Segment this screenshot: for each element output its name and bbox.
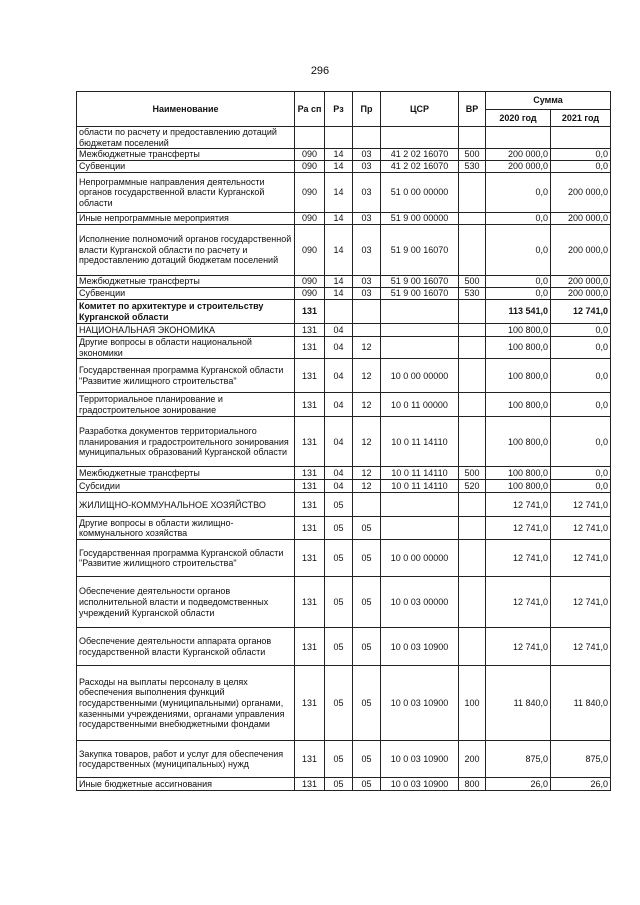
row-rasp: 131 (295, 337, 325, 359)
header-sum: Сумма (486, 92, 611, 110)
row-rasp: 131 (295, 540, 325, 577)
row-rz: 05 (325, 493, 353, 517)
row-sum-2020: 0,0 (486, 225, 551, 276)
row-name: Межбюджетные трансферты (77, 467, 295, 480)
table-row (77, 493, 611, 517)
row-name: Обеспечение деятельности аппарата органов государственной власти Курганской области (77, 628, 295, 666)
row-rasp: 090 (295, 173, 325, 213)
row-sum-2020: 0,0 (486, 213, 551, 225)
row-vr: 530 (459, 288, 486, 300)
row-pr: 03 (353, 276, 381, 288)
row-name: Субсидии (77, 480, 295, 493)
row-name: Расходы на выплаты персоналу в целях обеспечения выполнения функций государственными (муниципальными) органами, казенными учреждениями, органами управления государственными внебюджетными фондами (77, 666, 295, 741)
row-csr: 10 0 03 10900 (381, 741, 459, 778)
row-csr: 10 0 00 00000 (381, 540, 459, 577)
row-sum-2020: 100 800,0 (486, 417, 551, 467)
row-rasp: 090 (295, 161, 325, 173)
row-csr (381, 493, 459, 517)
row-csr (381, 300, 459, 324)
row-sum-2020: 100 800,0 (486, 324, 551, 337)
row-csr: 51 9 00 16070 (381, 225, 459, 276)
row-name: Исполнение полномочий органов государственной власти Курганской области по расчету и предоставлению дотаций бюджетам поселений (77, 225, 295, 276)
row-rz: 05 (325, 741, 353, 778)
row-name: Субвенции (77, 288, 295, 300)
row-vr: 530 (459, 161, 486, 173)
budget-table-body (77, 127, 611, 791)
row-rz: 04 (325, 337, 353, 359)
row-rasp: 131 (295, 741, 325, 778)
row-vr: 500 (459, 149, 486, 161)
row-sum-2021: 0,0 (551, 393, 611, 417)
row-rasp: 131 (295, 467, 325, 480)
row-rz: 04 (325, 467, 353, 480)
row-rz: 04 (325, 480, 353, 493)
table-row (77, 337, 611, 359)
row-csr (381, 517, 459, 540)
row-csr: 41 2 02 16070 (381, 149, 459, 161)
table-row (77, 161, 611, 173)
table-row (77, 741, 611, 778)
table-row (77, 417, 611, 467)
row-name: Иные бюджетные ассигнования (77, 778, 295, 791)
row-sum-2021: 0,0 (551, 467, 611, 480)
header-pr: Пр (353, 92, 381, 127)
row-name: области по расчету и предоставлению дотаций бюджетам поселений (77, 127, 295, 149)
row-vr (459, 493, 486, 517)
row-sum-2021: 12 741,0 (551, 577, 611, 628)
row-sum-2021: 200 000,0 (551, 173, 611, 213)
row-sum-2021: 12 741,0 (551, 300, 611, 324)
row-vr (459, 213, 486, 225)
row-vr: 520 (459, 480, 486, 493)
row-pr: 12 (353, 480, 381, 493)
row-rz: 05 (325, 666, 353, 741)
row-name: Обеспечение деятельности органов исполнительной власти и подведомственных учреждений Курганской области (77, 577, 295, 628)
row-rz: 14 (325, 213, 353, 225)
row-sum-2020: 12 741,0 (486, 628, 551, 666)
budget-table (76, 91, 611, 791)
table-row (77, 288, 611, 300)
row-csr: 51 9 00 16070 (381, 288, 459, 300)
row-sum-2021: 200 000,0 (551, 225, 611, 276)
row-pr (353, 300, 381, 324)
table-row (77, 666, 611, 741)
table-row (77, 628, 611, 666)
row-sum-2020: 100 800,0 (486, 480, 551, 493)
table-row (77, 276, 611, 288)
row-sum-2021: 12 741,0 (551, 628, 611, 666)
row-vr (459, 300, 486, 324)
table-row (77, 393, 611, 417)
row-pr: 05 (353, 741, 381, 778)
header-year-2021: 2021 год (551, 110, 611, 127)
row-vr (459, 337, 486, 359)
row-rz: 04 (325, 417, 353, 467)
row-rz: 14 (325, 173, 353, 213)
row-sum-2021: 0,0 (551, 417, 611, 467)
row-sum-2021: 200 000,0 (551, 276, 611, 288)
row-rasp: 131 (295, 778, 325, 791)
table-row (77, 467, 611, 480)
row-name: Межбюджетные трансферты (77, 276, 295, 288)
row-rasp: 131 (295, 300, 325, 324)
row-vr (459, 359, 486, 393)
row-pr: 03 (353, 161, 381, 173)
header-rz: Рз (325, 92, 353, 127)
row-csr: 10 0 03 10900 (381, 778, 459, 791)
row-vr (459, 417, 486, 467)
row-rasp: 090 (295, 149, 325, 161)
row-pr: 05 (353, 778, 381, 791)
row-vr: 100 (459, 666, 486, 741)
row-vr: 200 (459, 741, 486, 778)
row-rz: 05 (325, 540, 353, 577)
row-pr: 12 (353, 337, 381, 359)
row-rasp: 131 (295, 393, 325, 417)
row-csr: 10 0 03 10900 (381, 628, 459, 666)
row-sum-2020: 100 800,0 (486, 393, 551, 417)
table-row (77, 127, 611, 149)
row-rasp: 090 (295, 213, 325, 225)
row-pr: 05 (353, 628, 381, 666)
row-sum-2021: 0,0 (551, 149, 611, 161)
row-name: Субвенции (77, 161, 295, 173)
row-sum-2021: 0,0 (551, 337, 611, 359)
row-rasp: 090 (295, 288, 325, 300)
row-rasp: 131 (295, 359, 325, 393)
row-rz: 14 (325, 149, 353, 161)
table-row (77, 213, 611, 225)
row-rz: 14 (325, 288, 353, 300)
table-row (77, 359, 611, 393)
row-csr: 10 0 11 14110 (381, 480, 459, 493)
row-rasp: 131 (295, 417, 325, 467)
row-name: Комитет по архитектуре и строительству Курганской области (77, 300, 295, 324)
header-csr: ЦСР (381, 92, 459, 127)
row-csr: 10 0 03 00000 (381, 577, 459, 628)
header-name: Наименование (77, 92, 295, 127)
row-pr (353, 493, 381, 517)
row-csr: 51 0 00 00000 (381, 173, 459, 213)
row-sum-2021: 0,0 (551, 359, 611, 393)
row-rasp: 131 (295, 628, 325, 666)
row-pr (353, 324, 381, 337)
header-year-2020: 2020 год (486, 110, 551, 127)
row-csr (381, 324, 459, 337)
row-pr: 05 (353, 540, 381, 577)
row-vr (459, 225, 486, 276)
table-row (77, 778, 611, 791)
row-rz: 05 (325, 778, 353, 791)
row-sum-2020: 100 800,0 (486, 337, 551, 359)
row-name: Другие вопросы в области национальной экономики (77, 337, 295, 359)
row-pr: 03 (353, 213, 381, 225)
table-row (77, 480, 611, 493)
row-csr: 10 0 00 00000 (381, 359, 459, 393)
row-csr: 10 0 03 10900 (381, 666, 459, 741)
row-csr: 10 0 11 00000 (381, 393, 459, 417)
table-row (77, 300, 611, 324)
row-rz: 05 (325, 517, 353, 540)
row-rasp: 090 (295, 225, 325, 276)
row-vr (459, 324, 486, 337)
row-name: ЖИЛИЩНО-КОММУНАЛЬНОЕ ХОЗЯЙСТВО (77, 493, 295, 517)
row-sum-2020: 12 741,0 (486, 493, 551, 517)
row-name: НАЦИОНАЛЬНАЯ ЭКОНОМИКА (77, 324, 295, 337)
row-rz: 14 (325, 225, 353, 276)
row-rz: 04 (325, 324, 353, 337)
row-sum-2020 (486, 127, 551, 149)
row-rz (325, 300, 353, 324)
row-name: Закупка товаров, работ и услуг для обеспечения государственных (муниципальных) нужд (77, 741, 295, 778)
row-pr: 05 (353, 577, 381, 628)
page-number: 296 (310, 65, 330, 77)
row-pr: 03 (353, 225, 381, 276)
row-pr: 03 (353, 288, 381, 300)
row-rz: 05 (325, 628, 353, 666)
row-name: Другие вопросы в области жилищно-коммунального хозяйства (77, 517, 295, 540)
row-rasp: 131 (295, 493, 325, 517)
row-vr (459, 393, 486, 417)
row-name: Иные непрограммные мероприятия (77, 213, 295, 225)
header-rasp: Ра сп (295, 92, 325, 127)
table-row (77, 517, 611, 540)
row-name: Непрограммные направления деятельности органов государственной власти Курганской области (77, 173, 295, 213)
row-sum-2020: 0,0 (486, 276, 551, 288)
row-sum-2021: 0,0 (551, 480, 611, 493)
row-rz: 04 (325, 359, 353, 393)
row-sum-2020: 26,0 (486, 778, 551, 791)
row-csr (381, 337, 459, 359)
row-vr (459, 540, 486, 577)
row-rz (325, 127, 353, 149)
row-sum-2021: 26,0 (551, 778, 611, 791)
row-vr: 800 (459, 778, 486, 791)
row-sum-2021: 0,0 (551, 161, 611, 173)
row-pr: 05 (353, 517, 381, 540)
row-vr (459, 127, 486, 149)
row-sum-2021: 12 741,0 (551, 493, 611, 517)
row-rasp: 131 (295, 480, 325, 493)
row-rz: 14 (325, 276, 353, 288)
row-pr: 05 (353, 666, 381, 741)
row-pr: 12 (353, 359, 381, 393)
row-sum-2020: 11 840,0 (486, 666, 551, 741)
row-rasp: 131 (295, 324, 325, 337)
row-sum-2021: 12 741,0 (551, 540, 611, 577)
row-rz: 04 (325, 393, 353, 417)
row-name: Государственная программа Курганской области "Развитие жилищного строительства" (77, 540, 295, 577)
row-vr (459, 628, 486, 666)
row-csr: 10 0 11 14110 (381, 467, 459, 480)
row-vr: 500 (459, 467, 486, 480)
row-name: Разработка документов территориального планирования и градостроительного зонирования муниципальных образований Курганской области (77, 417, 295, 467)
header-vr: ВР (459, 92, 486, 127)
table-row (77, 173, 611, 213)
table-row (77, 225, 611, 276)
row-pr: 12 (353, 417, 381, 467)
row-pr: 03 (353, 149, 381, 161)
row-sum-2020: 0,0 (486, 288, 551, 300)
row-name: Территориальное планирование и градостроительное зонирование (77, 393, 295, 417)
row-name: Межбюджетные трансферты (77, 149, 295, 161)
row-sum-2021: 12 741,0 (551, 517, 611, 540)
row-rasp: 131 (295, 666, 325, 741)
row-sum-2020: 113 541,0 (486, 300, 551, 324)
table-row (77, 577, 611, 628)
row-sum-2020: 0,0 (486, 173, 551, 213)
row-sum-2020: 200 000,0 (486, 149, 551, 161)
row-csr: 10 0 11 14110 (381, 417, 459, 467)
row-rz: 14 (325, 161, 353, 173)
row-csr: 41 2 02 16070 (381, 161, 459, 173)
table-row (77, 149, 611, 161)
row-sum-2020: 100 800,0 (486, 467, 551, 480)
row-sum-2020: 12 741,0 (486, 517, 551, 540)
row-pr: 12 (353, 393, 381, 417)
row-rasp: 090 (295, 276, 325, 288)
row-csr: 51 9 00 16070 (381, 276, 459, 288)
row-pr: 03 (353, 173, 381, 213)
row-csr: 51 9 00 00000 (381, 213, 459, 225)
row-sum-2021: 200 000,0 (551, 213, 611, 225)
row-sum-2020: 12 741,0 (486, 540, 551, 577)
row-vr (459, 173, 486, 213)
row-sum-2020: 12 741,0 (486, 577, 551, 628)
row-sum-2021: 0,0 (551, 324, 611, 337)
row-rasp (295, 127, 325, 149)
row-sum-2020: 200 000,0 (486, 161, 551, 173)
table-row (77, 324, 611, 337)
row-vr (459, 577, 486, 628)
row-csr (381, 127, 459, 149)
row-rasp: 131 (295, 577, 325, 628)
row-sum-2020: 100 800,0 (486, 359, 551, 393)
table-row (77, 540, 611, 577)
row-sum-2021: 200 000,0 (551, 288, 611, 300)
row-pr (353, 127, 381, 149)
row-sum-2021 (551, 127, 611, 149)
row-vr (459, 517, 486, 540)
row-rasp: 131 (295, 517, 325, 540)
row-rz: 05 (325, 577, 353, 628)
row-sum-2021: 875,0 (551, 741, 611, 778)
row-vr: 500 (459, 276, 486, 288)
row-name: Государственная программа Курганской области "Развитие жилищного строительства" (77, 359, 295, 393)
row-sum-2020: 875,0 (486, 741, 551, 778)
row-pr: 12 (353, 467, 381, 480)
row-sum-2021: 11 840,0 (551, 666, 611, 741)
